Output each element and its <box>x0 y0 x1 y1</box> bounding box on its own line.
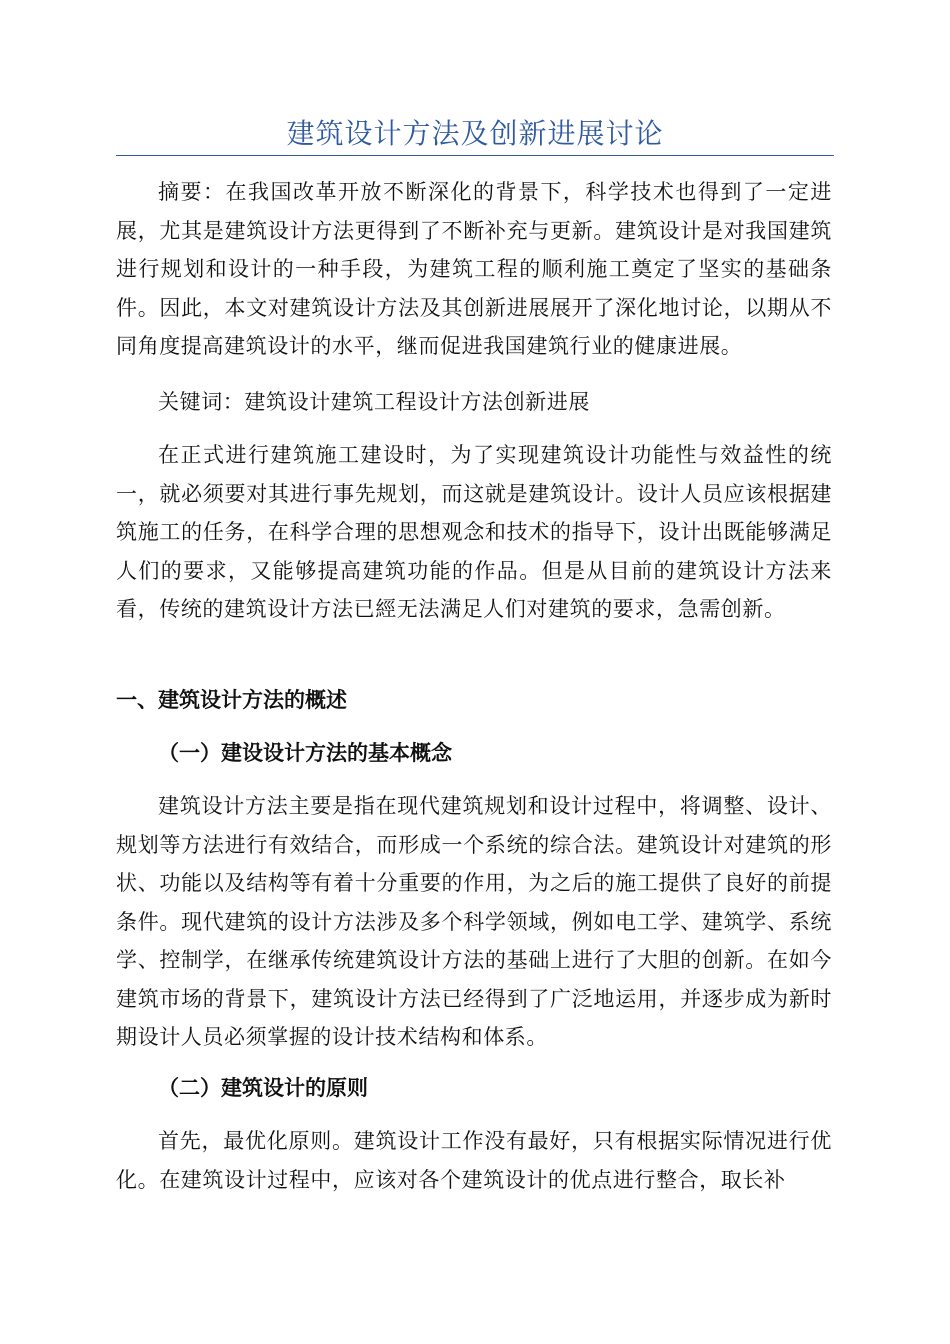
subsection-1-paragraph: 建筑设计方法主要是指在现代建筑规划和设计过程中，将调整、设计、规划等方法进行有效结合，而形成一个系统的综合法。建筑设计对建筑的形状、功能以及结构等有着十分重要的作用，为之后的施工提供了良好的前提条件。现代建筑的设计方法涉及多个科学领域，例如电工学、建筑学、系统学、控制学，在继承传统建筑设计方法的基础上进行了大胆的创新。在如今建筑市场的背景下，建筑设计方法已经得到了广泛地运用，并逐步成为新时期设计人员必须掌握的设计技术结构和体系。 <box>116 794 832 1049</box>
subsection-heading-1: （一）建设设计方法的基本概念 <box>158 740 452 765</box>
abstract-paragraph: 摘要：在我国改革开放不断深化的背景下，科学技术也得到了一定进展，尤其是建筑设计方法更得到了不断补充与更新。建筑设计是对我国建筑进行规划和设计的一种手段，为建筑工程的顺利施工奠定了坚实的基础条件。因此，本文对建筑设计方法及其创新进展展开了深化地讨论，以期从不同角度提高建筑设计的水平，继而促进我国建筑行业的健康进展。 <box>116 180 832 358</box>
subsection-heading-2: （二）建筑设计的原则 <box>158 1075 368 1100</box>
keywords-paragraph: 关键词：建筑设计建筑工程设计方法创新进展 <box>158 390 590 414</box>
title-underline <box>116 155 834 156</box>
intro-paragraph: 在正式进行建筑施工建设时，为了实现建筑设计功能性与效益性的统一，就必须要对其进行事先规划，而这就是建筑设计。设计人员应该根据建筑施工的任务，在科学合理的思想观念和技术的指导下，设计出既能够满足人们的要求，又能够提高建筑功能的作品。但是从目前的建筑设计方法来看，传统的建筑设计方法已經无法满足人们对建筑的要求，急需创新。 <box>116 443 832 621</box>
subsection-2-paragraph: 首先，最优化原则。建筑设计工作没有最好，只有根据实际情况进行优化。在建筑设计过程中，应该对各个建筑设计的优点进行整合，取长补 <box>116 1129 832 1192</box>
section-heading-1: 一、建筑设计方法的概述 <box>116 687 347 712</box>
document-title: 建筑设计方法及创新进展讨论 <box>286 117 664 150</box>
